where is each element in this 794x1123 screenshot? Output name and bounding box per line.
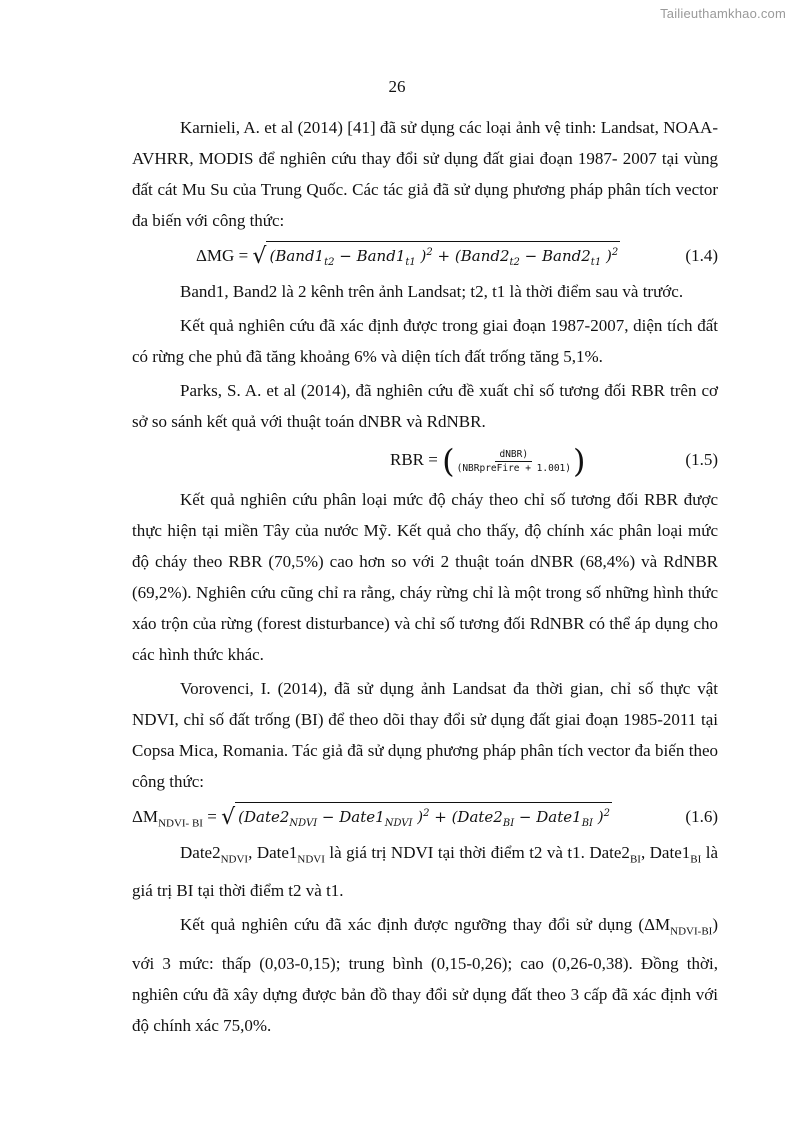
eq14-sq-b: 2 xyxy=(611,247,619,258)
left-paren-icon: ( xyxy=(442,442,455,481)
eq16-plus: + xyxy=(429,808,452,826)
eq16-sq-a: 2 xyxy=(423,808,430,819)
eq14-lhs: ΔMG = xyxy=(196,246,249,265)
sqrt-icon: √ xyxy=(221,805,236,830)
eq14-sq-a: 2 xyxy=(426,247,433,258)
eq14-radicand xyxy=(266,241,620,274)
equation-1-4 xyxy=(132,239,718,273)
eq14-sub-t1-b: t1 xyxy=(590,257,602,268)
threshold-post: ) với 3 mức: thấp (0,03-0,15); trung bình (0,15-0,26); cao (0,26-0,38). Đồng thời, nghiên cứu đã xây dựng được bản đồ thay đổi sử dụng đất theo 3 cấp đã xác định với độ chính xác 75,0%. xyxy=(132,915,718,1035)
term-date2-b: Date2 xyxy=(589,843,630,862)
eq16-equals: = xyxy=(202,807,217,826)
term-sub-bi-b: BI xyxy=(690,853,702,866)
date-note-mid: là giá trị NDVI tại thời điểm t2 và t1. xyxy=(329,843,585,862)
eq14-minus-b: − xyxy=(519,247,543,265)
eq14-minus-a: − xyxy=(334,247,357,265)
equation-1-5-body xyxy=(390,440,585,480)
paragraph-karnieli: Karnieli, A. et al (2014) [41] đã sử dụng các loại ảnh vệ tinh: Landsat, NOAA- AVHRR, MODIS để nghiên cứu thay đổi sử dụng đất giai đoạn 1987- 2007 tại vùng đất cát Mu Su của Trung Quốc. Các tác giả đã sử dụng phương pháp phân tích vector đa biến với công thức: xyxy=(132,118,718,230)
eq14-close-a: ) xyxy=(415,247,427,265)
eq16-close-b: ) xyxy=(593,808,604,826)
paragraph-vorovenci: Vorovenci, I. (2014), đã sử dụng ảnh Landsat đa thời gian, chỉ số thực vật NDVI, chỉ số đất trống (BI) để theo dõi thay đổi sử dụng đất giai đoạn 1985-2011 tại Copsa Mica, Romania. Tác giả đã sử dụng phương pháp phân tích vector đa biến theo công thức: xyxy=(132,679,718,791)
eq16-sub-ndvi-a: NDVI xyxy=(289,818,318,829)
eq16-open-b: ( xyxy=(451,808,458,826)
eq16-date2-a: Date2 xyxy=(243,808,290,826)
equation-number-1-6: (1.6) xyxy=(685,807,718,826)
term-sub-ndvi-b: NDVI xyxy=(297,853,325,866)
term-comma-b: , xyxy=(640,843,646,862)
equation-1-4-body xyxy=(196,239,620,274)
eq16-lhs xyxy=(132,807,217,830)
equation-1-6-body xyxy=(132,800,612,840)
watermark: Tailieuthamkhao.com xyxy=(660,6,786,21)
eq16-radicand xyxy=(235,802,612,835)
paragraph-parks: Parks, S. A. et al (2014), đã nghiên cứu đề xuất chỉ số tương đối RBR trên cơ sở so sánh kết quả với thuật toán dNBR và RdNBR. xyxy=(132,381,718,431)
term-sub-ndvi-bi: NDVI-BI xyxy=(670,925,713,938)
paragraph-rbr-result: Kết quả nghiên cứu phân loại mức độ cháy theo chỉ số tương đối RBR được thực hiện tại miền Tây của nước Mỹ. Kết quả cho thấy, độ chính xác phân loại mức độ cháy theo RBR (70,5%) cao hơn so với 2 thuật toán dNBR (68,4%) và RdNBR (69,2%). Nghiên cứu cũng chỉ ra rằng, cháy rừng chỉ là một trong số những hình thức xáo trộn của rừng (forest disturbance) và chỉ số tương đối RdNBR có thể áp dụng cho các hình thức khác. xyxy=(132,490,718,664)
eq16-date1-b: Date1 xyxy=(536,808,582,826)
equation-1-5 xyxy=(132,440,718,480)
paragraph-result-1: Kết quả nghiên cứu đã xác định được trong giai đoạn 1987-2007, diện tích đất có rừng che phủ đã tăng khoảng 6% và diện tích đất trống tăng 5,1%. xyxy=(132,316,718,366)
equation-number-1-4: (1.4) xyxy=(685,246,718,265)
equation-1-6 xyxy=(132,800,718,834)
eq16-date1-a: Date1 xyxy=(339,808,385,826)
term-sub-bi-a: BI xyxy=(629,853,641,866)
eq16-minus-a: − xyxy=(317,808,340,826)
right-paren-icon: ) xyxy=(572,442,586,481)
paragraph-date-note xyxy=(132,837,718,906)
eq14-band2-b: Band2 xyxy=(542,247,591,265)
term-date1: Date1 xyxy=(256,843,298,862)
document-body xyxy=(132,112,718,1044)
eq15-lhs: RBR = xyxy=(390,450,438,469)
threshold-pre: Kết quả nghiên cứu đã xác định được ngưỡng thay đổi sử dụng ( xyxy=(180,915,645,935)
eq15-fraction xyxy=(455,448,573,475)
eq16-sub-bi-b: BI xyxy=(581,818,593,829)
date-note-tail: là giá trị BI tại thời điểm t2 và t1. xyxy=(132,843,718,901)
eq14-sub-t2-b: t2 xyxy=(509,257,520,268)
eq16-sq-b: 2 xyxy=(603,808,610,819)
eq14-band1-a: Band1 xyxy=(275,247,325,265)
eq14-sub-t2-a: t2 xyxy=(324,257,335,268)
paragraph-band-note: Band1, Band2 là 2 kênh trên ảnh Landsat; t2, t1 là thời điểm sau và trước. xyxy=(180,282,684,301)
eq14-plus: + xyxy=(432,247,455,265)
eq16-minus-b: − xyxy=(514,808,537,826)
paragraph-threshold xyxy=(132,909,718,1040)
eq16-lhs-main: ΔM xyxy=(132,807,159,826)
eq16-open-a: ( xyxy=(238,808,244,826)
equation-number-1-5: (1.5) xyxy=(685,450,718,469)
eq14-open: ( xyxy=(269,247,276,265)
eq14-band2-a: Band2 xyxy=(460,247,510,265)
eq15-denominator: (NBRpreFire + 1.001) xyxy=(456,462,571,474)
eq16-close-a: ) xyxy=(412,808,424,826)
term-date2: Date2 xyxy=(180,843,221,862)
eq16-sub-bi-a: BI xyxy=(502,818,515,829)
eq15-fraction-wrap xyxy=(442,442,586,481)
eq14-close-b: ) xyxy=(601,247,612,265)
eq14-band1-b: Band1 xyxy=(356,247,406,265)
eq14-sub-t1-a: t1 xyxy=(405,257,416,268)
sqrt-icon: √ xyxy=(252,244,267,269)
term-date1-b: Date1 xyxy=(649,843,691,862)
eq15-numerator: dNBR) xyxy=(495,448,532,462)
term-dm: ΔM xyxy=(644,915,671,935)
eq16-lhs-sub: NDVI- BI xyxy=(158,817,203,830)
eq16-date2-b: Date2 xyxy=(457,808,503,826)
term-comma: , xyxy=(248,843,253,862)
eq14-open-b: ( xyxy=(454,247,461,265)
eq16-sub-ndvi-b: NDVI xyxy=(384,818,413,829)
page-number: 26 xyxy=(388,77,406,96)
term-sub-ndvi-a: NDVI xyxy=(220,853,249,866)
